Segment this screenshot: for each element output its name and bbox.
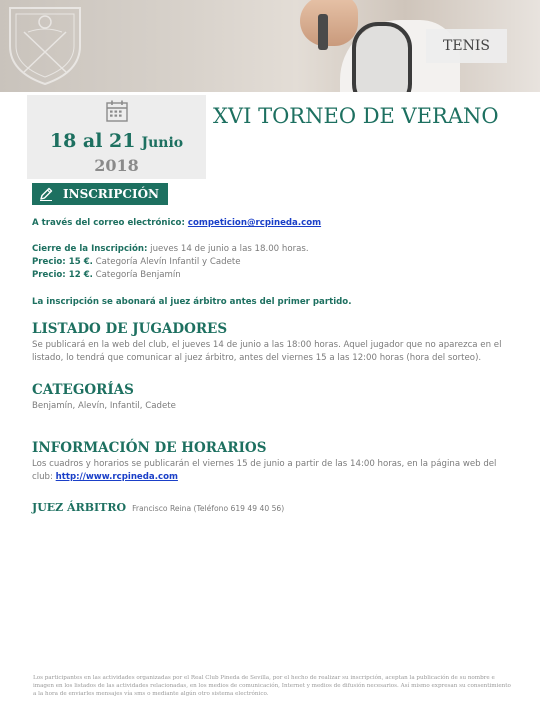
inscripcion-label: INSCRIPCIÓN [63,187,159,201]
cierre-value: jueves 14 de junio a las 18.00 horas. [147,244,309,254]
event-month: Junio [141,135,184,151]
precio-label-2: Precio: 12 €. [32,270,93,280]
precio-line-1 [32,256,241,269]
pencil-icon [38,186,54,202]
racket-handle [318,14,328,50]
inscripcion-badge [32,183,168,205]
footer-disclaimer: Los participantes en las actividades organizadas por el Real Club Pineda de Sevilla, por el hecho de realizar su inscripción, aceptan la publicación de su nombre e imagen en los listados de las actividades relacionadas, en los medios de comunicación, Internet y medios de difusión necesarios. Así mismo expresan su consentimiento a la hora de enviarles mensajes vía sms o mediante algún otro sistema electrónico. [33,675,511,698]
precio-value-2: Categoría Benjamín [92,270,181,280]
listado-title: LISTADO DE JUGADORES [32,321,228,337]
abono-note: La inscripción se abonará al juez árbitro antes del primer partido. [32,297,352,307]
club-emblem-icon [2,2,88,88]
sport-tag: TENIS [426,29,507,63]
categorias-title: CATEGORÍAS [32,382,134,398]
event-days: 18 al 21 [49,130,136,152]
horarios-title: INFORMACIÓN DE HORARIOS [32,440,267,456]
email-link[interactable]: competicion@rcpineda.com [187,218,322,228]
juez-name: Francisco Reina (Teléfono 619 49 40 56) [132,504,285,513]
categorias-text: Benjamín, Alevín, Infantil, Cadete [32,401,176,411]
precio-value-1: Categoría Alevín Infantil y Cadete [92,257,241,267]
precio-label-1: Precio: 15 €. [32,257,93,267]
email-intro: A través del correo electrónico: [32,218,188,228]
email-line [32,217,321,230]
club-web-link[interactable]: http://www.rcpineda.com [55,472,178,482]
racket-head [352,22,412,92]
juez-line [32,496,284,515]
listado-text: Se publicará en la web del club, el jueves 14 de junio a las 18:00 horas. Aquel jugador que no aparezca en el listado, lo tendrá que comunicar al juez árbitro, antes del viernes 15 a las 12:00 horas (hora del sorteo). [32,340,502,363]
event-year: 2018 [94,156,139,175]
calendar-icon [105,99,129,123]
event-dates [27,130,206,152]
precio-line-2 [32,269,181,282]
cierre-label: Cierre de la Inscripción: [32,244,148,254]
cierre-line [32,243,309,256]
player-arm [300,0,358,46]
horarios-description: Los cuadros y horarios se publicarán el viernes 15 de junio a partir de las 14:00 horas, en la página web del club: [32,459,497,482]
page-title: XVI TORNEO DE VERANO [213,104,499,128]
juez-title: JUEZ ÁRBITRO [32,501,127,514]
horarios-text [32,458,512,484]
